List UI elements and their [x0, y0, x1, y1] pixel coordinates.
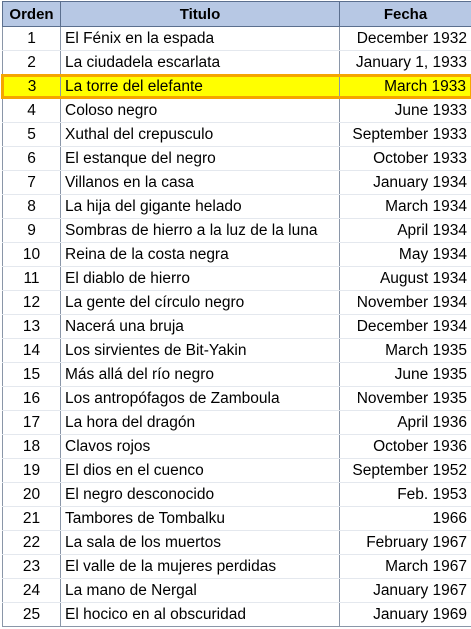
table-row[interactable] — [3, 51, 471, 76]
row-number: 23 — [3, 555, 61, 579]
row-date: June 1935 — [340, 363, 471, 387]
row-title: La sala de los muertos — [61, 531, 340, 555]
table-row[interactable] — [3, 267, 471, 291]
row-number: 16 — [3, 387, 61, 411]
table-row[interactable] — [3, 435, 471, 459]
row-number: 2 — [3, 51, 61, 76]
row-date: December 1932 — [340, 27, 471, 51]
table-row[interactable] — [3, 123, 471, 147]
row-title: Sombras de hierro a la luz de la luna — [61, 219, 340, 243]
row-number: 3 — [3, 76, 61, 98]
table-row[interactable] — [3, 483, 471, 507]
row-title: El dios en el cuenco — [61, 459, 340, 483]
table-row[interactable] — [3, 291, 471, 315]
row-number: 10 — [3, 243, 61, 267]
row-title: Villanos en la casa — [61, 171, 340, 195]
row-title: El valle de la mujeres perdidas — [61, 555, 340, 579]
row-title: El negro desconocido — [61, 483, 340, 507]
row-date: September 1952 — [340, 459, 471, 483]
row-title: Los antropófagos de Zamboula — [61, 387, 340, 411]
row-number: 14 — [3, 339, 61, 363]
row-title: El diablo de hierro — [61, 267, 340, 291]
row-title: La hija del gigante helado — [61, 195, 340, 219]
table-row[interactable] — [3, 603, 471, 627]
row-date: December 1934 — [340, 315, 471, 339]
row-number: 20 — [3, 483, 61, 507]
row-date: March 1933 — [340, 76, 471, 98]
row-number: 8 — [3, 195, 61, 219]
row-title: El estanque del negro — [61, 147, 340, 171]
row-date: June 1933 — [340, 98, 471, 123]
row-number: 22 — [3, 531, 61, 555]
row-title: Reina de la costa negra — [61, 243, 340, 267]
table-row[interactable] — [3, 147, 471, 171]
row-number: 6 — [3, 147, 61, 171]
table-row[interactable] — [3, 195, 471, 219]
row-title: La gente del círculo negro — [61, 291, 340, 315]
table-row[interactable] — [3, 98, 471, 123]
row-date: Feb. 1953 — [340, 483, 471, 507]
row-date: October 1933 — [340, 147, 471, 171]
table-row[interactable] — [3, 531, 471, 555]
table-header — [3, 2, 471, 27]
row-number: 18 — [3, 435, 61, 459]
row-title: Clavos rojos — [61, 435, 340, 459]
row-date: January 1967 — [340, 579, 471, 603]
row-date: March 1967 — [340, 555, 471, 579]
row-title: Más allá del río negro — [61, 363, 340, 387]
row-number: 13 — [3, 315, 61, 339]
row-title: La mano de Nergal — [61, 579, 340, 603]
row-number: 17 — [3, 411, 61, 435]
table-row[interactable] — [3, 387, 471, 411]
table-row[interactable] — [3, 555, 471, 579]
row-date: October 1936 — [340, 435, 471, 459]
table-row[interactable] — [3, 507, 471, 531]
table-row[interactable] — [3, 27, 471, 51]
column-header-orden[interactable]: Orden — [3, 2, 61, 27]
row-title: Tambores de Tombalku — [61, 507, 340, 531]
row-number: 7 — [3, 171, 61, 195]
stories-table — [1, 1, 471, 627]
row-date: January 1, 1933 — [340, 51, 471, 76]
row-title: Nacerá una bruja — [61, 315, 340, 339]
table-row[interactable] — [3, 171, 471, 195]
row-number: 25 — [3, 603, 61, 627]
table-row[interactable] — [3, 243, 471, 267]
row-number: 24 — [3, 579, 61, 603]
table-body — [3, 27, 471, 627]
row-number: 19 — [3, 459, 61, 483]
row-title: La torre del elefante — [61, 76, 340, 98]
row-number: 5 — [3, 123, 61, 147]
table-row[interactable] — [3, 579, 471, 603]
row-title: La hora del dragón — [61, 411, 340, 435]
column-header-fecha[interactable]: Fecha — [340, 2, 471, 27]
row-date: November 1934 — [340, 291, 471, 315]
row-date: February 1967 — [340, 531, 471, 555]
row-title: La ciudadela escarlata — [61, 51, 340, 76]
row-date: March 1934 — [340, 195, 471, 219]
row-title: Los sirvientes de Bit-Yakin — [61, 339, 340, 363]
column-header-titulo[interactable]: Titulo — [61, 2, 340, 27]
table-row[interactable] — [3, 459, 471, 483]
table-row[interactable] — [3, 219, 471, 243]
row-date: September 1933 — [340, 123, 471, 147]
table-row-highlighted[interactable] — [3, 76, 471, 98]
row-date: 1966 — [340, 507, 471, 531]
row-date: January 1934 — [340, 171, 471, 195]
table-row[interactable] — [3, 363, 471, 387]
table-row[interactable] — [3, 339, 471, 363]
header-row — [3, 2, 471, 27]
row-date: January 1969 — [340, 603, 471, 627]
table-row[interactable] — [3, 315, 471, 339]
row-date: April 1934 — [340, 219, 471, 243]
row-number: 11 — [3, 267, 61, 291]
row-date: March 1935 — [340, 339, 471, 363]
row-date: May 1934 — [340, 243, 471, 267]
row-date: April 1936 — [340, 411, 471, 435]
row-number: 21 — [3, 507, 61, 531]
row-title: El Fénix en la espada — [61, 27, 340, 51]
row-date: November 1935 — [340, 387, 471, 411]
row-title: Xuthal del crepusculo — [61, 123, 340, 147]
row-date: August 1934 — [340, 267, 471, 291]
row-title: El hocico en al obscuridad — [61, 603, 340, 627]
row-number: 9 — [3, 219, 61, 243]
table-row[interactable] — [3, 411, 471, 435]
row-number: 12 — [3, 291, 61, 315]
row-number: 15 — [3, 363, 61, 387]
row-number: 1 — [3, 27, 61, 51]
row-title: Coloso negro — [61, 98, 340, 123]
row-number: 4 — [3, 98, 61, 123]
